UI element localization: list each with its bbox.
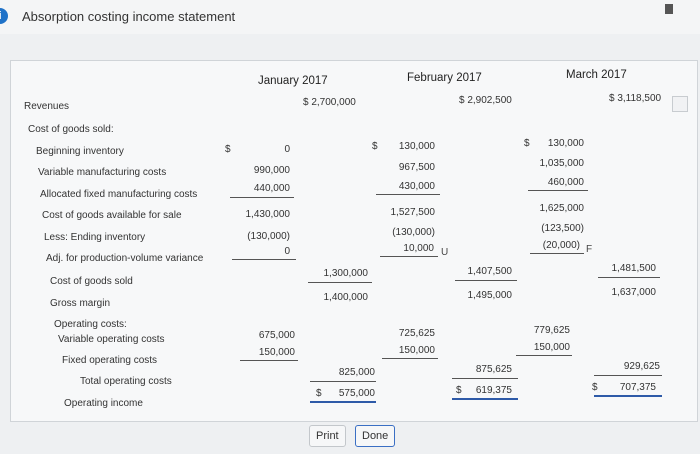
jan-cost-of-goods-sold: 1,300,000 xyxy=(323,268,368,279)
scroll-up-icon[interactable] xyxy=(672,96,688,112)
jan-op-income-dollar: $ xyxy=(316,388,322,399)
mar-fixed-operating: 150,000 xyxy=(533,342,570,353)
feb-variable-manufacturing: 967,500 xyxy=(398,162,435,173)
mar-total-operating: 929,625 xyxy=(623,361,660,372)
mar-favorable-marker: F xyxy=(586,244,593,255)
feb-op-income-dollar: $ xyxy=(456,385,462,396)
jan-ending-inventory: (130,000) xyxy=(247,231,290,242)
feb-gross-margin: 1,495,000 xyxy=(467,290,512,301)
print-button[interactable]: Print xyxy=(309,425,346,447)
footer-buttons xyxy=(0,425,700,454)
label-fixed-operating: Fixed operating costs xyxy=(62,355,158,366)
mar-variable-operating: 779,625 xyxy=(533,325,570,336)
jan-revenues: $ 2,700,000 xyxy=(303,97,356,108)
mar-beginning-inventory: 130,000 xyxy=(547,138,584,149)
minimize-icon[interactable] xyxy=(665,4,673,14)
label-beginning-inventory: Beginning inventory xyxy=(36,146,124,157)
feb-beginning-inventory: 130,000 xyxy=(398,141,435,152)
header-february: February 2017 xyxy=(407,72,482,84)
label-revenues: Revenues xyxy=(24,101,70,112)
label-total-operating: Total operating costs xyxy=(80,376,172,387)
jan-variable-operating: 675,000 xyxy=(258,330,295,341)
mar-ending-inventory: (123,500) xyxy=(541,223,584,234)
mar-available-for-sale: 1,625,000 xyxy=(539,203,584,214)
jan-pv-variance: 0 xyxy=(284,246,290,257)
feb-total-operating: 875,625 xyxy=(475,364,512,375)
header-march: March 2017 xyxy=(566,69,627,81)
mar-operating-income: 707,375 xyxy=(619,382,656,393)
feb-variable-operating: 725,625 xyxy=(398,328,435,339)
feb-dollar-sign: $ xyxy=(372,141,378,152)
label-available-for-sale: Cost of goods available for sale xyxy=(42,210,182,221)
feb-operating-income: 619,375 xyxy=(475,385,512,396)
label-variable-manufacturing: Variable manufacturing costs xyxy=(38,167,167,178)
label-cogs-heading: Cost of goods sold: xyxy=(28,124,114,135)
feb-unfavorable-marker: U xyxy=(441,247,449,258)
label-operating-income: Operating income xyxy=(64,398,143,409)
label-cost-of-goods-sold: Cost of goods sold xyxy=(50,276,133,287)
mar-op-income-dollar: $ xyxy=(592,382,598,393)
jan-operating-income: 575,000 xyxy=(338,388,375,399)
header-january: January 2017 xyxy=(258,75,328,87)
label-gross-margin: Gross margin xyxy=(50,298,111,309)
window-title: Absorption costing income statement xyxy=(22,9,236,24)
mar-gross-margin: 1,637,000 xyxy=(611,287,656,298)
info-icon xyxy=(0,8,8,24)
mar-variable-manufacturing: 1,035,000 xyxy=(539,158,584,169)
feb-allocated-fixed: 430,000 xyxy=(398,181,435,192)
feb-pv-variance: 10,000 xyxy=(403,243,434,254)
feb-revenues: $ 2,902,500 xyxy=(459,95,512,106)
feb-fixed-operating: 150,000 xyxy=(398,345,435,356)
label-ending-inventory: Less: Ending inventory xyxy=(44,232,146,243)
label-pv-variance: Adj. for production-volume variance xyxy=(46,253,204,264)
jan-allocated-fixed: 440,000 xyxy=(253,183,290,194)
title-bar xyxy=(0,0,700,35)
label-allocated-fixed: Allocated fixed manufacturing costs xyxy=(40,189,198,200)
done-button[interactable]: Done xyxy=(355,425,395,447)
mar-dollar-sign: $ xyxy=(524,138,530,149)
jan-variable-manufacturing: 990,000 xyxy=(253,165,290,176)
mar-cost-of-goods-sold: 1,481,500 xyxy=(611,263,656,274)
feb-ending-inventory: (130,000) xyxy=(392,227,435,238)
jan-beginning-inventory: 0 xyxy=(284,144,290,155)
label-variable-operating: Variable operating costs xyxy=(58,334,165,345)
mar-revenues: $ 3,118,500 xyxy=(609,93,662,104)
mar-pv-variance: (20,000) xyxy=(542,240,580,251)
mar-allocated-fixed: 460,000 xyxy=(547,177,584,188)
label-operating-costs-heading: Operating costs: xyxy=(54,319,127,330)
jan-fixed-operating: 150,000 xyxy=(258,347,295,358)
feb-available-for-sale: 1,527,500 xyxy=(390,207,435,218)
jan-available-for-sale: 1,430,000 xyxy=(245,209,290,220)
jan-dollar-sign: $ xyxy=(225,144,231,155)
jan-total-operating: 825,000 xyxy=(338,367,375,378)
jan-gross-margin: 1,400,000 xyxy=(323,292,368,303)
feb-cost-of-goods-sold: 1,407,500 xyxy=(467,266,512,277)
